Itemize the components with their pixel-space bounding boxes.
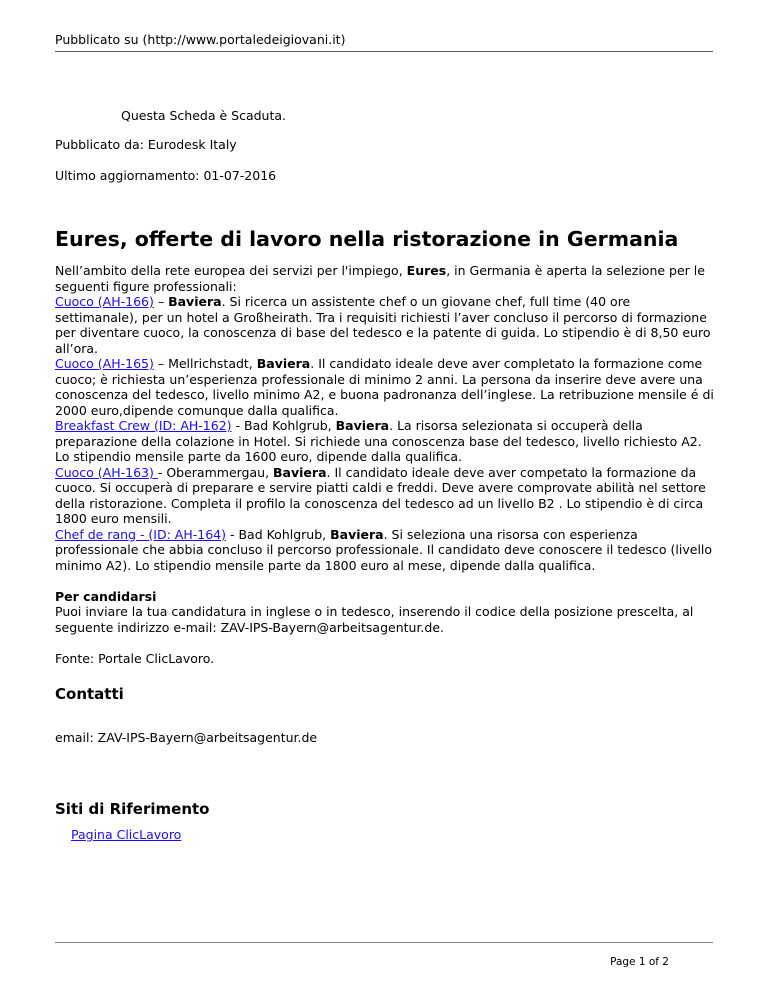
job-description: . Il candidato ideale deve aver completato la formazione come cuoco; è richiesta un’esperienza professionale di minimo 2 anni. La persona da inserire deve avere una conoscenza del tedesco, livello minimo A2, e buona padronanza dell’inglese. La retribuzione mensile é di 2000 euro,dipende comunque dalla qualifica. [55,356,714,418]
job-entry [55,465,715,527]
contacts-heading: Contatti [55,685,124,703]
job-sep: – Mellrichstadt, [153,356,257,371]
job-link-ah-165[interactable]: Cuoco (AH-165) [55,356,154,371]
job-region: Baviera [273,464,327,480]
article-body [55,263,715,666]
intro-bold: Eures [406,263,447,278]
job-entry [55,356,715,418]
job-description: . La risorsa selezionata si occuperà della preparazione della colazione in Hotel. Si richiede una conoscenza base del tedesco, livello richiesto A2. Lo stipendio mensile parte da 1600 euro, dipende dalla qualifica. [55,418,702,464]
document-page [55,0,713,994]
expired-notice: Questa Scheda è Scaduta. [121,108,287,123]
source-note: Fonte: Portale ClicLavoro. [55,650,215,666]
job-description: . Il candidato ideale deve aver competato la formazione da cuoco. Si occuperà di preparare e servire piatti caldi e freddi. Deve avere comprovate abilità nel settore della ristorazione. Completa il profilo la conoscenza del tedesco ad un livello B2 . Lo stipendio è di circa 1800 euro mensili. [55,464,706,526]
job-link-ah-162[interactable]: Breakfast Crew (ID: AH-162) [55,418,232,433]
job-entry [55,294,715,356]
apply-text: Puoi inviare la tua candidatura in inglese o in tedesco, inserendo il codice della posizione prescelta, al seguente indirizzo e-mail: ZAV-IPS-Bayern@arbeitsagentur.de. [55,604,694,635]
job-sep: - Bad Kohlgrub, [226,526,331,542]
footer-divider [55,942,713,943]
job-region: Baviera [330,526,384,542]
job-region: Baviera [168,294,222,309]
job-description: . Si seleziona una risorsa con esperienza professionale che abbia concluso il percorso professionale. Il candidato deve conoscere il tedesco (livello minimo A2). Lo stipendio mensile parte da 1800 euro al mese, dipende dalla qualifica. [55,526,713,573]
job-sep: - Bad Kohlgrub, [231,418,336,433]
job-link-ah-164[interactable]: Chef de rang - (ID: AH-164) [55,526,226,542]
job-entry [55,418,715,465]
published-by: Pubblicato da: Eurodesk Italy [55,137,237,152]
reference-item [71,827,181,843]
cliclavoro-link[interactable]: Pagina ClicLavoro [71,827,182,842]
apply-heading-text: Per candidarsi [55,588,157,604]
apply-heading [55,589,715,605]
job-link-ah-163[interactable]: Cuoco (AH-163) [55,464,158,480]
page-number: Page 1 of 2 [610,956,669,968]
source-line: Pubblicato su (http://www.portaledeigiovani.it) [55,32,346,47]
last-update: Ultimo aggiornamento: 01-07-2016 [55,168,277,183]
spacer [55,573,715,589]
job-sep: – [153,294,169,309]
spacer [55,635,715,651]
intro-text: Nell’ambito della rete europea dei servizi per l'impiego, [55,263,407,278]
job-region: Baviera [335,418,390,433]
job-entry [55,527,715,574]
references-heading: Siti di Riferimento [55,800,210,818]
article-title: Eures, offerte di lavoro nella ristorazione in Germania [55,227,679,251]
intro-text-end: , in Germania è aperta la selezione per le seguenti figure professionali: [55,263,705,294]
job-region: Baviera [256,356,311,371]
job-sep: - Oberammergau, [157,464,274,480]
job-description: . Si ricerca un assistente chef o un giovane chef, full time (40 ore settimanale), per un hotel a Großheirath. Tra i requisiti richiesti l’aver concluso il percorso di formazione per diventare cuoco, la conoscenza di base del tedesco e la patente di guida. Lo stipendio è di 8,50 euro all’ora. [55,294,711,356]
contact-email: email: ZAV-IPS-Bayern@arbeitsagentur.de [55,730,318,745]
job-link-ah-166[interactable]: Cuoco (AH-166) [55,294,154,309]
page-header [55,32,713,52]
intro-paragraph [55,263,715,294]
